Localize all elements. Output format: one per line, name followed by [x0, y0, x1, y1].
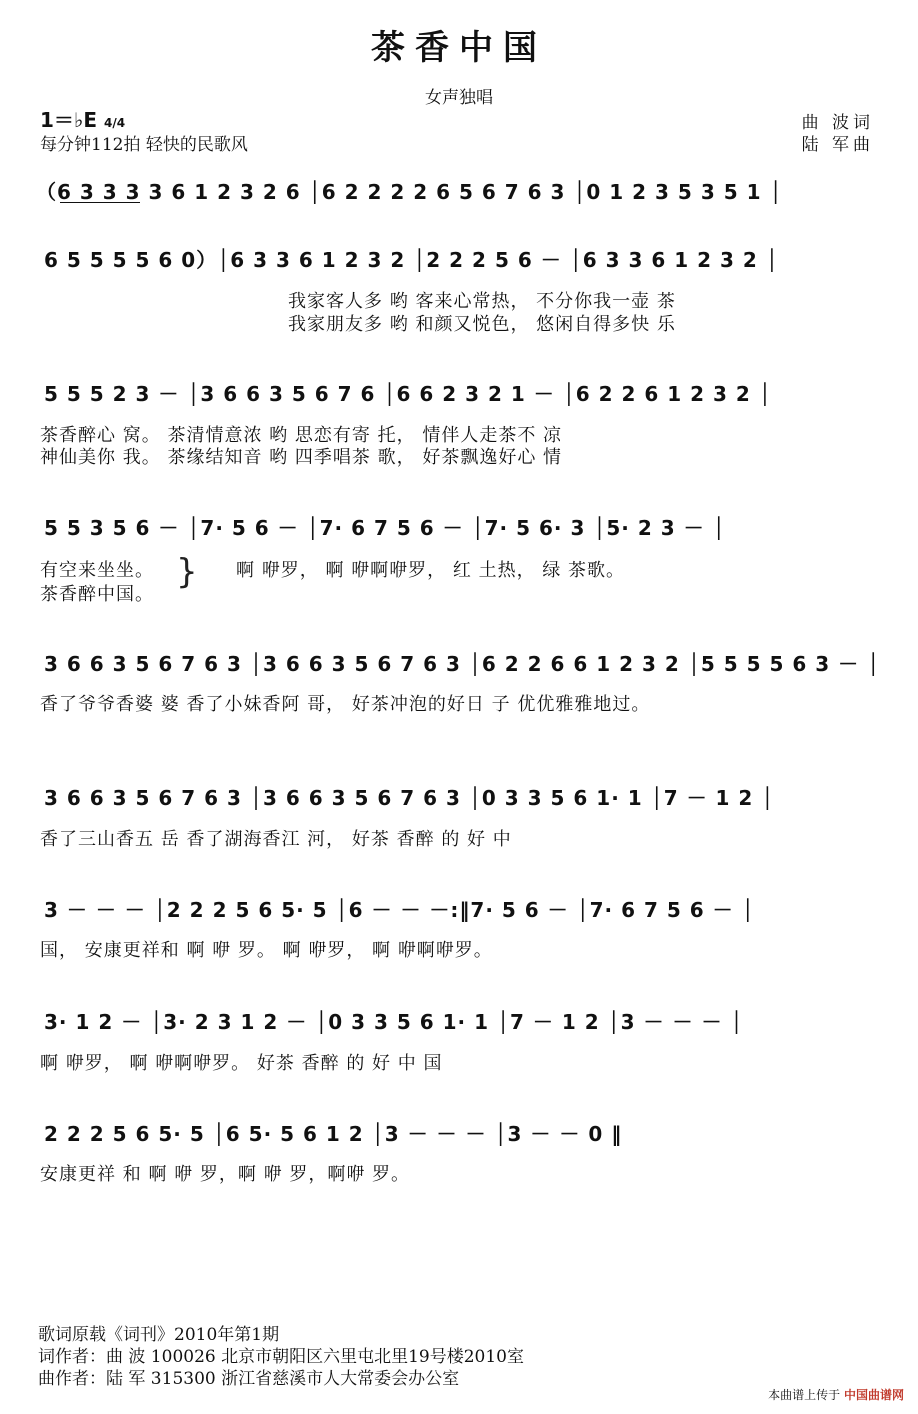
page-title: 茶香中国: [371, 28, 547, 68]
composer-address: 曲作者：陆 军 315300 浙江省慈溪市人大常委会办公室: [38, 1369, 460, 1389]
lyric-verse-2: 我家朋友多 哟 和颜又悦色， 悠闲自得多快 乐: [288, 314, 676, 335]
key-signature: [40, 104, 125, 133]
lyric-verse-1: 茶香醉心 窝。 茶清情意浓 哟 思恋有寄 托， 情伴人走茶不 凉: [40, 425, 563, 446]
notation-row: （6 3 3 3 3 6 1 2 3 2 6 │6 2 2 2 2 6 5 6 7 6 3 │0 1 2 3 5 3 5 1 │: [36, 180, 783, 204]
lyric-common: 啊 咿罗， 啊 咿啊咿罗， 红 土热， 绿 茶歌。: [236, 560, 626, 581]
notation-row: 3· 1 2 － │3· 2 3 1 2 － │0 3 3 5 6 1· 1 │7 － 1 2 │3 － － － │: [44, 1010, 744, 1034]
tempo-marking: 每分钟112拍 轻快的民歌风: [40, 135, 248, 155]
notation-row: 2 2 2 5 6 5· 5 │6 5· 5 6 1 2 │3 － － － │3 － － 0 ‖: [44, 1122, 623, 1146]
site-watermark: [768, 1386, 904, 1403]
notation-row: 3 6 6 3 5 6 7 6 3 │3 6 6 3 5 6 7 6 3 │0 3 3 5 6 1· 1 │7 － 1 2 │: [44, 786, 775, 810]
notation-row: 5 5 3 5 6 － │7· 5 6 － │7· 6 7 5 6 － │7· 5 6· 3 │5· 2 3 － │: [44, 516, 726, 540]
lyric-verse-1: 我家客人多 哟 客来心常热， 不分你我一壶 茶: [288, 291, 676, 312]
verse-brace: }: [176, 552, 198, 592]
lyricist-credit: 曲 波词: [801, 113, 874, 133]
lyric-line: 国， 安康更祥和 啊 咿 罗。 啊 咿罗， 啊 咿啊咿罗。: [40, 940, 493, 961]
notation-row: 3 － － － │2 2 2 5 6 5· 5 │6 － － －:‖7· 5 6 － │7· 6 7 5 6 － │: [44, 898, 755, 922]
beam-underline: [60, 202, 140, 203]
lyric-verse-2: 茶香醉中国。: [40, 584, 154, 605]
lyric-line: 啊 咿罗， 啊 咿啊咿罗。 好茶 香醉 的 好 中 国: [40, 1053, 443, 1074]
lyric-line: 香了爷爷香婆 婆 香了小妹香阿 哥， 好茶冲泡的好日 子 优优雅雅地过。: [40, 694, 651, 715]
lyric-line: 安康更祥 和 啊 咿 罗，啊 咿 罗，啊咿 罗。: [40, 1164, 411, 1185]
watermark-site: 中国曲谱网: [843, 1388, 904, 1402]
lyric-verse-1: 有空来坐坐。: [40, 560, 154, 581]
lyricist-address: 词作者：曲 波 100026 北京市朝阳区六里屯北里19号楼2010室: [38, 1347, 525, 1367]
time-signature: 4/4: [103, 116, 126, 130]
key-label: 1＝♭E: [40, 108, 98, 132]
lyric-line: 香了三山香五 岳 香了湖海香江 河， 好茶 香醉 的 好 中: [40, 829, 512, 850]
watermark-prefix: 本曲谱上传于: [768, 1388, 841, 1402]
notation-row: 6 5 5 5 5 6 0）│6 3 3 6 1 2 3 2 │2 2 2 5 6 － │6 3 3 6 1 2 3 2 │: [44, 248, 779, 272]
lyric-verse-2: 神仙美你 我。 茶缘结知音 哟 四季唱茶 歌， 好茶飘逸好心 情: [40, 447, 563, 468]
source-note: 歌词原载《词刊》2010年第1期: [38, 1325, 280, 1345]
notation-row: 5 5 5 2 3 － │3 6 6 3 5 6 7 6 │6 6 2 3 2 1 － │6 2 2 6 1 2 3 2 │: [44, 382, 772, 406]
notation-row: 3 6 6 3 5 6 7 6 3 │3 6 6 3 5 6 7 6 3 │6 2 2 6 6 1 2 3 2 │5 5 5 5 6 3 － │: [44, 652, 881, 676]
subtitle: 女声独唱: [425, 88, 493, 108]
composer-credit: 陆 军曲: [801, 135, 874, 155]
